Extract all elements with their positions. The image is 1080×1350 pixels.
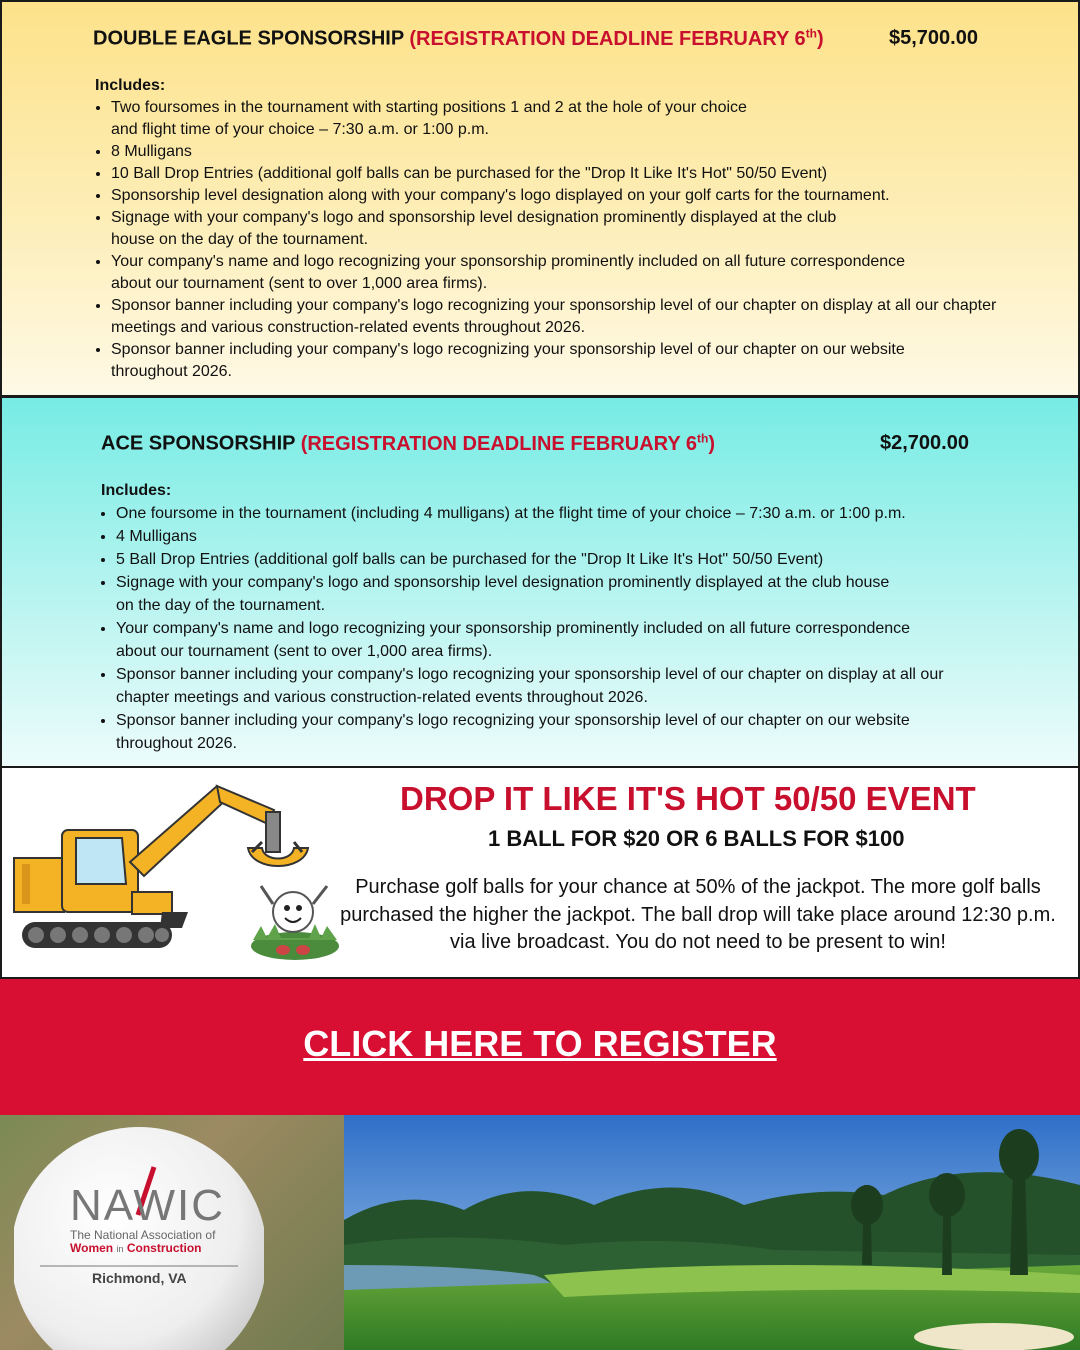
benefit-item: • Signage with your company's logo and sponsorship level designation prominently displayed at the club house on the day of the tournament.: [116, 571, 1071, 617]
benefit-item: • Sponsor banner including your company's logo recognizing your sponsorship level of our chapter on display at all our chapter meetings and various construction-related events throughout 2026.: [116, 663, 1071, 709]
sponsorship-price: $5,700.00: [889, 27, 978, 49]
register-link[interactable]: CLICK HERE TO REGISTER: [303, 1023, 777, 1064]
benefit-item: • 10 Ball Drop Entries (additional golf balls can be purchased for the "Drop It Like It's Hot" 50/50 Event): [111, 163, 1071, 185]
benefit-item: • One foursome in the tournament (including 4 mulligans) at the flight time of your choice – 7:30 a.m. or 1:00 p.m.: [116, 502, 1071, 525]
benefit-item: • 5 Ball Drop Entries (additional golf balls can be purchased for the "Drop It Like It's Hot" 50/50 Event): [116, 548, 1071, 571]
benefit-item: • 8 Mulligans: [111, 141, 1071, 163]
benefits-list: [89, 97, 1071, 383]
benefit-item: • Sponsor banner including your company's logo recognizing your sponsorship level of our chapter on our website throughout 2026.: [116, 709, 1071, 755]
benefit-item: • Two foursomes in the tournament with starting positions 1 and 2 at the hole of your choice and flight time of your choice – 7:30 a.m. or 1:00 p.m.: [111, 97, 1071, 141]
benefit-item: • Sponsor banner including your company's logo recognizing your sponsorship level of our chapter on display at all our chapter meetings and various construction-related events throughout 2026.: [111, 295, 1071, 339]
drop-event-panel: [0, 766, 1080, 979]
nawic-golf-ball-photo: [0, 1115, 344, 1350]
benefits-list: [94, 502, 1071, 755]
ace-heading: [101, 431, 715, 456]
benefit-item: • Signage with your company's logo and sponsorship level designation prominently displayed at the club house on the day of the tournament.: [111, 207, 1071, 251]
register-banner: [0, 979, 1080, 1115]
benefit-item: • Sponsor banner including your company's logo recognizing your sponsorship level of our chapter on our website throughout 2026.: [111, 339, 1071, 383]
golf-course-photo: [344, 1115, 1080, 1350]
benefit-item: • Your company's name and logo recognizing your sponsorship prominently included on all future correspondence about our tournament (sent to over 1,000 area firms).: [116, 617, 1071, 663]
sponsorship-title: ACE SPONSORSHIP: [101, 432, 296, 455]
golf-ball-mascot-icon: [247, 868, 343, 968]
chapter-location: Richmond, VA: [92, 1270, 187, 1286]
includes-label: Includes:: [101, 482, 172, 499]
includes-label: Includes:: [95, 77, 166, 94]
double-eagle-sponsorship-panel: [0, 0, 1080, 397]
event-description: Purchase golf balls for your chance at 50% of the jackpot. The more golf balls purchased the higher the jackpot. The ball drop will take place around 12:30 p.m. via live broadcast. You do not need to be present to win!: [340, 876, 1056, 953]
nawic-full-name: The National Association of Women in Construction: [70, 1228, 216, 1255]
double-eagle-heading: [93, 26, 824, 51]
benefit-item: • 4 Mulligans: [116, 525, 1071, 548]
benefit-item: • Your company's name and logo recognizing your sponsorship prominently included on all future correspondence about our tournament (sent to over 1,000 area firms).: [111, 251, 1071, 295]
registration-deadline: (REGISTRATION DEADLINE FEBRUARY 6th): [300, 431, 716, 455]
benefit-item: • Sponsorship level designation along with your company's logo displayed on your golf carts for the tournament.: [111, 185, 1071, 207]
event-title: DROP IT LIKE IT'S HOT 50/50 EVENT: [400, 780, 976, 817]
ace-sponsorship-panel: [0, 396, 1080, 768]
sponsorship-price: $2,700.00: [880, 432, 969, 454]
event-pricing: 1 BALL FOR $20 OR 6 BALLS FOR $100: [488, 826, 905, 851]
sponsorship-title: DOUBLE EAGLE SPONSORSHIP: [93, 27, 404, 50]
nawic-wordmark: NAWIC: [70, 1181, 226, 1230]
registration-deadline: (REGISTRATION DEADLINE FEBRUARY 6th): [409, 26, 824, 50]
